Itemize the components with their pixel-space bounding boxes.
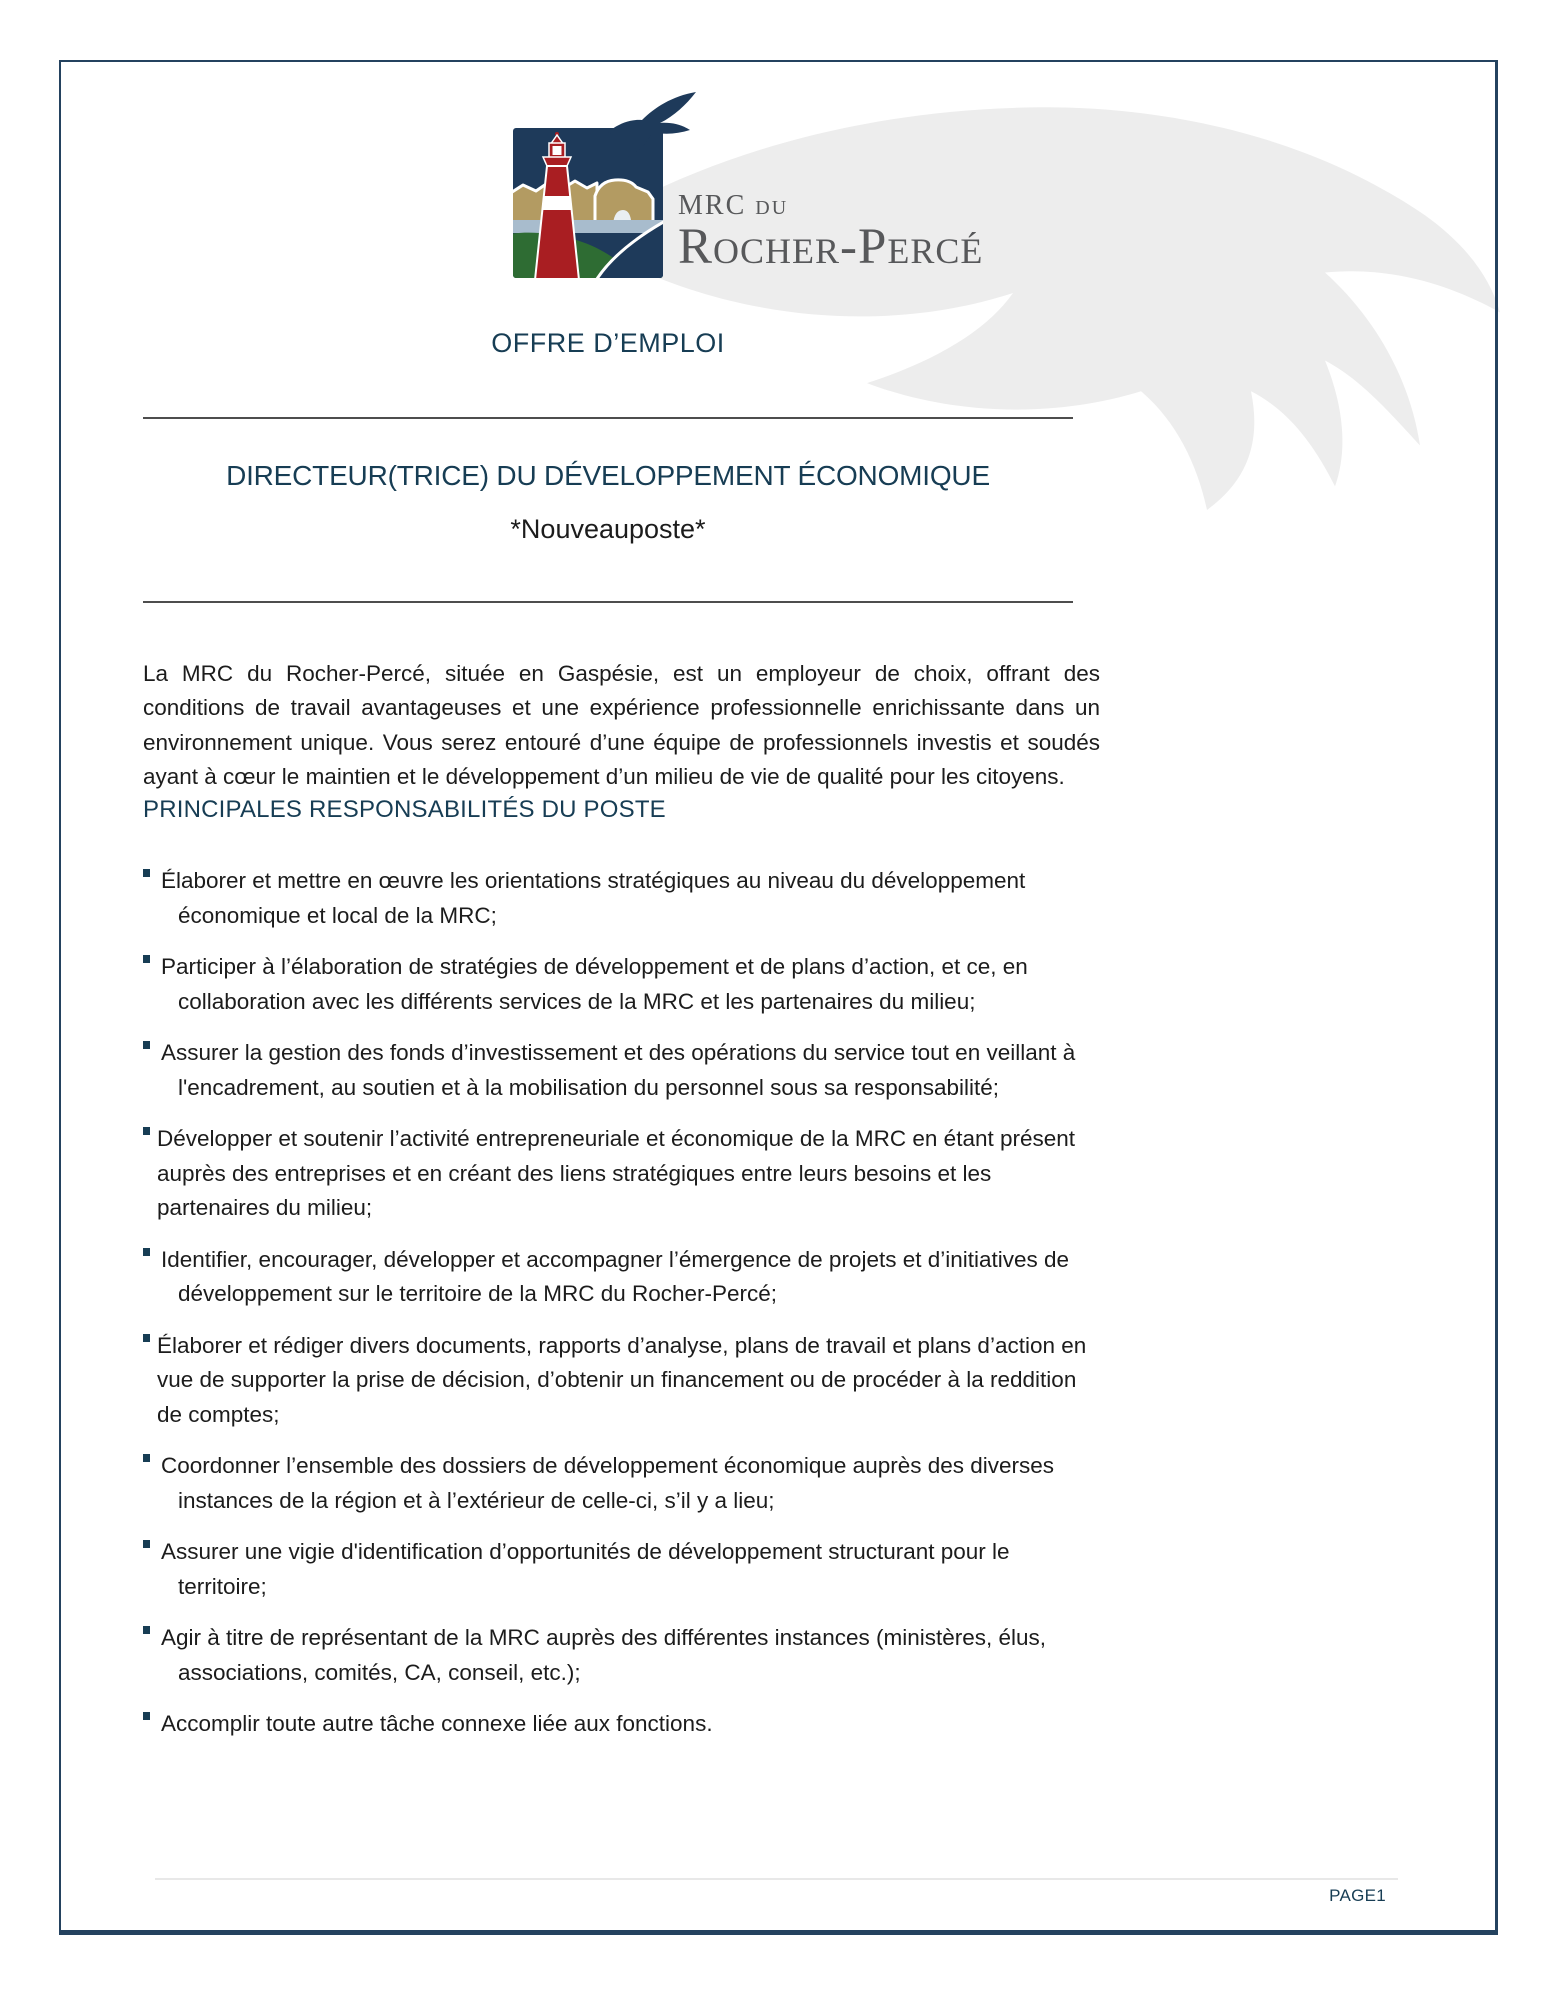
org-name <box>678 192 983 273</box>
bullet-square-icon <box>143 1248 150 1256</box>
divider-top <box>143 417 1073 419</box>
gannet-bird-icon <box>600 90 704 158</box>
responsibility-text: Assurer une vigie d'identification d’opportunités de développement structurant pour le territoire; <box>161 1539 1010 1599</box>
responsibility-item <box>143 1243 1100 1312</box>
responsibility-item <box>143 950 1100 1019</box>
section-heading: PRINCIPALES RESPONSABILITÉS DU POSTE <box>143 796 666 823</box>
responsibility-text: Développer et soutenir l’activité entrepreneuriale et économique de la MRC en étant présent auprès des entreprises et en créant des liens stratégiques entre leurs besoins et les partenaires du milieu; <box>157 1126 1076 1220</box>
responsibility-text: Assurer la gestion des fonds d’investissement et des opérations du service tout en veillant à l'encadrement, au soutien et à la mobilisation du personnel sous sa responsabilité; <box>161 1040 1076 1100</box>
responsibility-item <box>143 864 1100 933</box>
responsibility-item <box>143 1621 1100 1690</box>
responsibility-item <box>143 1535 1100 1604</box>
responsibility-item <box>143 1329 1100 1433</box>
bullet-square-icon <box>143 955 150 963</box>
doc-type-heading: OFFRE D’EMPLOI <box>491 328 725 358</box>
org-name-line1: MRC du <box>678 190 789 221</box>
bullet-square-icon <box>143 1041 150 1049</box>
responsibility-text: Agir à titre de représentant de la MRC auprès des différentes instances (ministères, élus, associations, comités, CA, conseil, etc.); <box>161 1625 1047 1685</box>
intro-paragraph: La MRC du Rocher-Percé, située en Gaspésie, est un employeur de choix, offrant des conditions de travail avantageuses et une expérience professionnelle enrichissante dans un environnement unique. Vous serez entouré d’une équipe de professionnels investis et soudés ayant à cœur le maintien et le développement d’un milieu de vie de qualité pour les citoyens. <box>143 660 1100 789</box>
responsibilities-list <box>143 864 1100 1759</box>
job-subtitle: *Nouveauposte* <box>510 514 706 544</box>
responsibility-item <box>143 1449 1100 1518</box>
bullet-square-icon <box>143 869 150 877</box>
footer-divider <box>155 1878 1398 1880</box>
divider-bottom <box>143 601 1073 603</box>
bullet-square-icon <box>143 1712 150 1720</box>
bullet-square-icon <box>143 1334 150 1342</box>
responsibility-text: Élaborer et mettre en œuvre les orientations stratégiques au niveau du développement économique et local de la MRC; <box>161 868 1026 928</box>
responsibility-text: Élaborer et rédiger divers documents, rapports d’analyse, plans de travail et plans d’action en vue de supporter la prise de décision, d’obtenir un financement ou de procéder à la reddition de comptes; <box>157 1332 1087 1427</box>
responsibility-text: Accomplir toute autre tâche connexe liée aux fonctions. <box>161 1711 713 1736</box>
org-name-line2: Rocher-Percé <box>678 219 984 275</box>
responsibility-item <box>143 1122 1100 1226</box>
responsibility-item <box>143 1707 1100 1742</box>
page-number: PAGE1 <box>1329 1886 1386 1905</box>
bullet-square-icon <box>143 1626 150 1634</box>
responsibility-text: Coordonner l’ensemble des dossiers de développement économique auprès des diverses instances de la région et à l’extérieur de celle-ci, s’il y a lieu; <box>161 1453 1055 1513</box>
bullet-square-icon <box>143 1540 150 1548</box>
job-title: DIRECTEUR(TRICE) DU DÉVELOPPEMENT ÉCONOMIQUE <box>226 460 990 491</box>
responsibility-text: Identifier, encourager, développer et accompagner l’émergence de projets et d’initiatives de développement sur le territoire de la MRC du Rocher-Percé; <box>161 1246 1070 1306</box>
bullet-square-icon <box>143 1454 150 1462</box>
responsibility-item <box>143 1036 1100 1105</box>
responsibility-text: Participer à l’élaboration de stratégies de développement et de plans d’action, et ce, en collaboration avec les différents services de la MRC et les partenaires du milieu; <box>161 954 1028 1014</box>
bullet-square-icon <box>143 1127 150 1135</box>
